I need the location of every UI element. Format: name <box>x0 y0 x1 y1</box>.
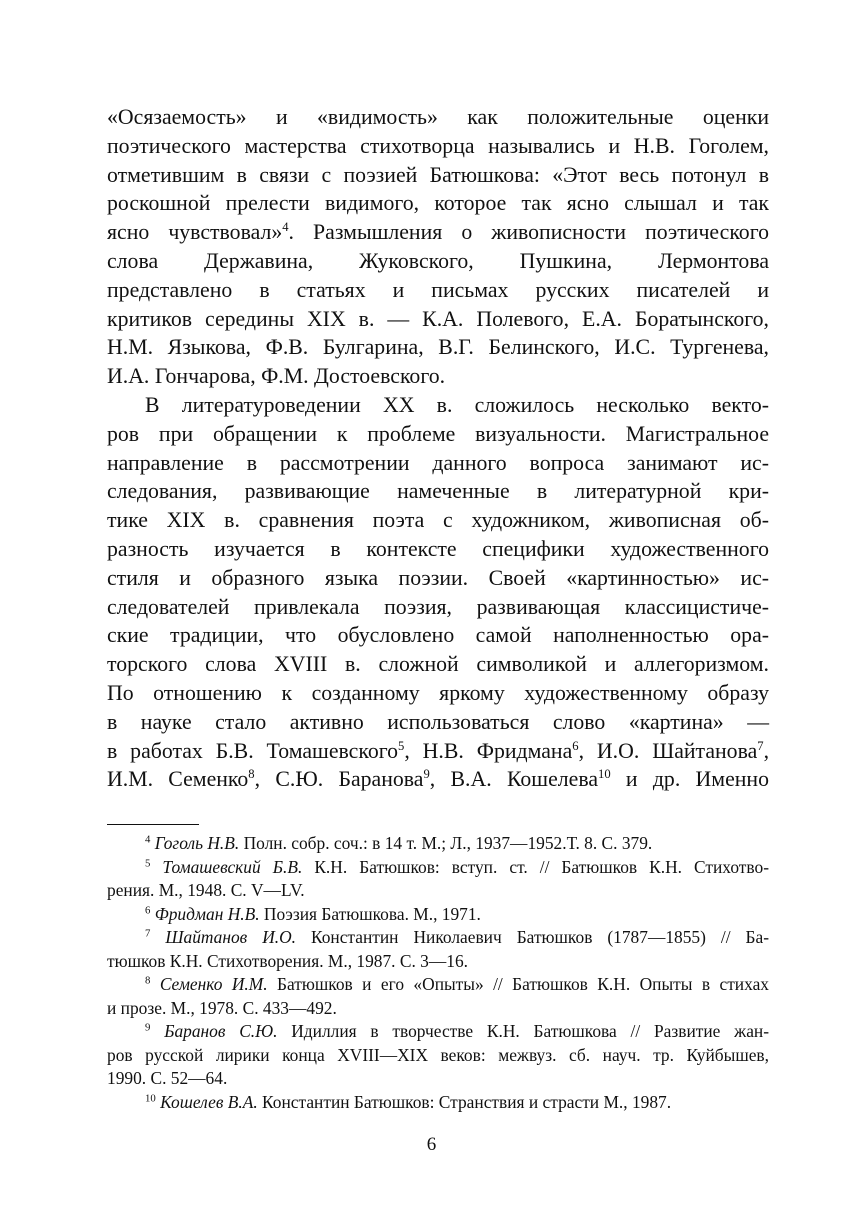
text-line: торского слова XVIII в. сложной символикой и аллегоризмом. <box>107 652 769 677</box>
text-line: критиков середины XIX в. — К.А. Полевого, Е.А. Боратынского, <box>107 306 769 331</box>
text-line: слова Державина, Жуковского, Пушкина, Лермонтова <box>107 248 769 273</box>
text-line: стиля и образного языка поэзии. Своей «картинностью» ис- <box>107 565 769 590</box>
footnote: $^4$ Гоголь Н.В. Полн. собр. соч.: в 14 т. М.; Л., 1937—1952.Т. 8. С. 379. <box>145 833 653 853</box>
text-line: В литературоведении XX в. сложилось несколько векто- <box>145 392 769 417</box>
footnote: $^{10}$ Кошелев В.А. Константин Батюшков: Странствия и страсти М., 1987. <box>145 1091 672 1112</box>
text-line: роскошной прелести видимого, которое так ясно слышал и так <box>107 191 769 216</box>
text-line: направление в рассмотрении данного вопроса занимают ис- <box>107 450 769 475</box>
text-line: «Осязаемость» и «видимость» как положительные оценки <box>107 105 769 129</box>
footnotes <box>107 832 769 1114</box>
text-line: тике XIX в. сравнения поэта с художником, живописная об- <box>107 508 769 533</box>
text-line: отметившим в связи с поэзией Батюшкова: «Этот весь потонул в <box>107 162 769 187</box>
footnote-ref: 10 <box>598 767 611 782</box>
text-line: в науке стало активно использоваться слово «картина» — <box>107 709 769 734</box>
text-line: И.М. Семенко$^8$, С.Ю. Баранова$^9$, В.А. Кошелева$^{10}$ и др. Именно <box>107 767 769 792</box>
text-line: ские традиции, что обусловлено самой наполненностью ора- <box>107 623 769 648</box>
text-line: разность изучается в контексте специфики художественного <box>107 536 769 561</box>
text-line: ясно чувствовал»$^4$. Размышления о живописности поэтического <box>107 220 769 245</box>
text-line: ров при обращении к проблеме визуальности. Магистральное <box>107 421 769 446</box>
footnote-ref: 9 <box>423 767 430 782</box>
footnote: $^8$ Семенко И.М. Батюшков и его «Опыты» // Батюшков К.Н. Опыты в стихах и прозе. М., 1978. С. 433—492. <box>107 974 769 1018</box>
text-line: представлено в статьях и письмах русских писателей и <box>107 277 769 302</box>
text-line: следования, развивающие намеченные в литературной кри- <box>107 479 769 504</box>
text-line: По отношению к созданному яркому художественному образу <box>107 680 769 705</box>
text-line: в работах Б.В. Томашевского$^5$, Н.В. Фридмана$^6$, И.О. Шайтанова$^7$, <box>107 738 770 763</box>
footnote-divider <box>107 824 199 825</box>
footnote: $^9$ Баранов С.Ю. Идиллия в творчестве К.Н. Батюшкова // Развитие жан- ров русской лирики конца XVIII—XIX веков: межвуз. сб. науч. тр. Куйбышев, 1990. С. 52—64. <box>107 1021 770 1088</box>
text-line: поэтического мастерства стихотворца назывались и Н.В. Гоголем, <box>107 133 769 158</box>
text-line: следователей привлекала поэзия, развивающая классицистиче- <box>107 594 769 619</box>
paragraph <box>107 103 769 391</box>
footnote-ref: 8 <box>248 767 255 782</box>
text-line: Н.М. Языкова, Ф.В. Булгарина, В.Г. Белинского, И.С. Тургенева, <box>107 335 769 360</box>
footnote-ref: 7 <box>757 738 764 753</box>
footnote: $^5$ Томашевский Б.В. К.Н. Батюшков: вступ. ст. // Батюшков К.Н. Стихотво- рения. М., 1948. С. V—LV. <box>107 856 769 900</box>
footnote-ref: 6 <box>572 738 579 753</box>
footnote: $^6$ Фридман Н.В. Поэзия Батюшкова. М., 1971. <box>145 903 481 924</box>
footnote-ref: 4 <box>282 220 289 235</box>
footnote: $^7$ Шайтанов И.О. Константин Николаевич Батюшков (1787—1855) // Ба- тюшков К.Н. Стихотворения. М., 1987. С. 3—16. <box>107 927 769 971</box>
text-line: И.А. Гончарова, Ф.М. Достоевского. <box>107 364 446 389</box>
paragraph <box>107 391 769 794</box>
main-text <box>107 103 769 794</box>
footnote-ref: 5 <box>398 738 405 753</box>
page-number: 6 <box>426 1134 437 1155</box>
